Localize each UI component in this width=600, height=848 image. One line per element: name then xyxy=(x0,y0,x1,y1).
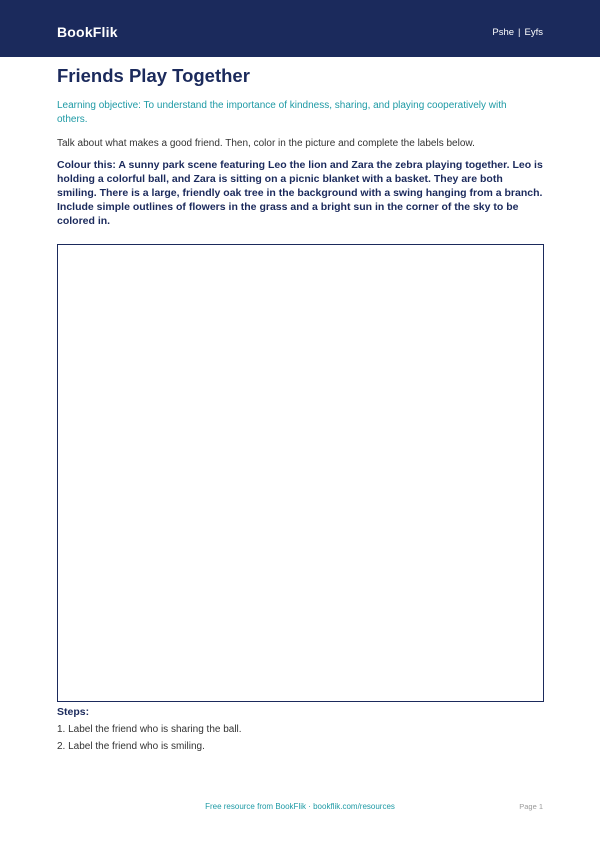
stage-label: Eyfs xyxy=(524,27,543,38)
brand-logo[interactable]: BookFlik xyxy=(57,24,118,40)
subject-stage-label xyxy=(492,27,543,39)
colour-instructions: Colour this: A sunny park scene featuring Leo the lion and Zara the zebra playing together. Leo is holding a colorful ball, and Zara is sitting on a picnic blanket with a basket. They are both smiling. There is a large, friendly oak tree in the background with a swing hanging from a branch. Include simple outlines of flowers in the grass and a bright sun in the corner of the sky to be colored in. xyxy=(57,159,543,227)
step-item: 1. Label the friend who is sharing the ball. xyxy=(57,724,242,735)
separator: | xyxy=(518,27,521,38)
intro-text: Talk about what makes a good friend. Then, color in the picture and complete the labels below. xyxy=(57,138,475,149)
page-number: Page 1 xyxy=(519,802,543,811)
header-bar xyxy=(0,0,600,57)
step-item: 2. Label the friend who is smiling. xyxy=(57,741,205,752)
footer-source-link[interactable]: Free resource from BookFlik · bookflik.com/resources xyxy=(205,802,395,811)
learning-objective: Learning objective: To understand the importance of kindness, sharing, and playing cooperatively with others. xyxy=(57,100,507,125)
steps-heading: Steps: xyxy=(57,706,90,718)
page-title: Friends Play Together xyxy=(57,65,250,86)
subject-label: Pshe xyxy=(492,27,515,38)
colouring-area[interactable] xyxy=(57,244,544,702)
